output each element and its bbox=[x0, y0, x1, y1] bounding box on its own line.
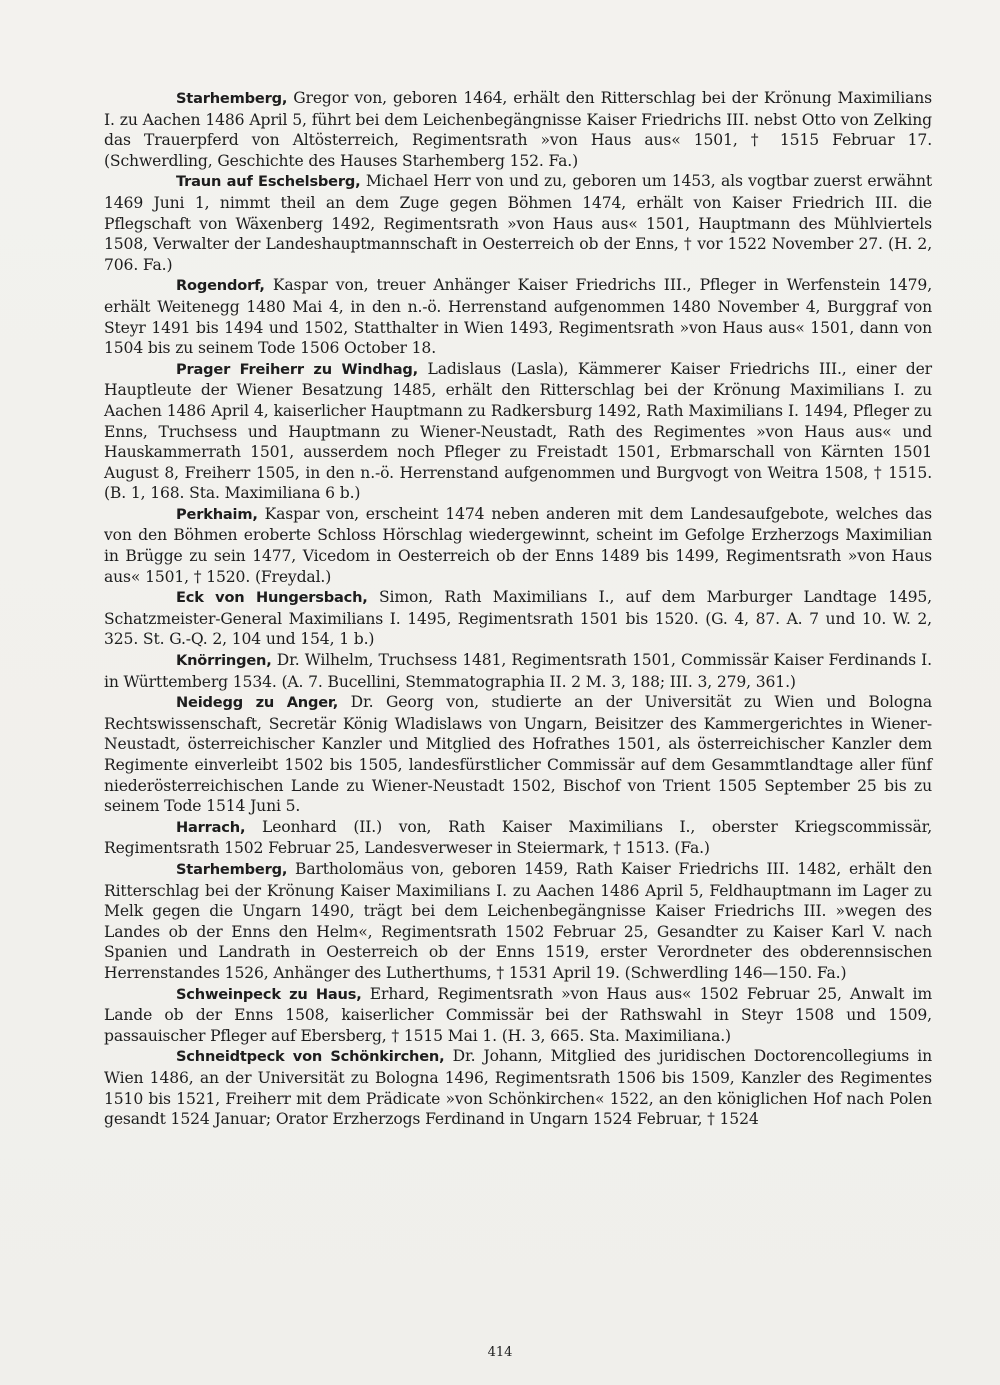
entry-starhemberg-bartholomaeus bbox=[104, 859, 932, 984]
entry-neidegg bbox=[104, 692, 932, 817]
entry-name: Schneidtpeck von Schönkirchen, bbox=[176, 1048, 445, 1066]
entry-name: Perkhaim, bbox=[176, 505, 258, 523]
entry-name: Starhemberg, bbox=[176, 90, 288, 107]
entry-text: Bartholomäus von, geboren 1459, Rath Kaiser Friedrichs III. 1482, erhält den Ritterschlag bei der Krönung Kaiser Maximilians I. zu Aachen 1486 April 5, Feldhauptmann im Lager zu Melk gegen die Ungarn 1490, trägt bei dem Leichenbegängnisse Kaiser Friedrichs III. »wegen des Landes ob der Enns den Helm«, Regimentsrath 1502 Februar 25, Gesandter zu Kaiser Karl V. nach Spanien und Landrath in Oesterreich ob der Enns 1519, erster Verordneter des obderennsischen Herrenstandes 1526, Anhänger des Lutherthums, † 1531 April 19. (Schwerdling 146—150. Fa.) bbox=[104, 859, 932, 982]
entry-rogendorf bbox=[104, 275, 932, 358]
entry-text: Dr. Johann, Mitglied des juridischen Doctorencollegiums in Wien 1486, an der Universität zu Bologna 1496, Regimentsrath 1506 bis 1509, Kanzler des Regimentes 1510 bis 1521, Freiherr mit dem Prädicate »von Schönkirchen« 1522, an den königlichen Hof nach Polen gesandt 1524 Januar; Orator Erzherzogs Ferdinand in Ungarn 1524 Februar, † 1524 bbox=[104, 1047, 933, 1129]
entry-knoerringen bbox=[104, 650, 932, 692]
entry-name: Rogendorf, bbox=[176, 277, 265, 295]
entry-text: Dr. Wilhelm, Truchsess 1481, Regimentsrath 1501, Commissär Kaiser Ferdinands I. in Württemberg 1534. (A. 7. Bucellini, Stemmatographia II. 2 M. 3, 188; III. 3, 279, 361.) bbox=[104, 651, 932, 691]
entry-starhemberg-gregor bbox=[104, 88, 932, 171]
entry-prager bbox=[104, 359, 932, 504]
entry-text: Leonhard (II.) von, Rath Kaiser Maximilians I., oberster Kriegscommissär, Regimentsrath 1502 Februar 25, Landesverweser in Steiermark, † 1513. (Fa.) bbox=[104, 817, 932, 858]
entry-schneidtpeck bbox=[104, 1046, 932, 1129]
entry-name: Schweinpeck zu Haus, bbox=[176, 985, 362, 1003]
entry-name: Eck von Hungersbach, bbox=[176, 589, 368, 607]
entry-text: Erhard, Regimentsrath »von Haus aus« 1502 Februar 25, Anwalt im Lande ob der Enns 1508, kaiserlicher Commissär bei der Rathswahl in Steyr 1508 und 1509, passauischer Pfleger auf Ebersberg, † 1515 Mai 1. (H. 3, 665. Sta. Maximiliana.) bbox=[104, 984, 933, 1045]
entry-name: Neidegg zu Anger, bbox=[176, 694, 339, 712]
entry-schweinpeck bbox=[104, 984, 932, 1047]
entry-text: Ladislaus (Lasla), Kämmerer Kaiser Friedrichs III., einer der Hauptleute der Wiener Besatzung 1485, erhält den Ritterschlag bei der Krönung Maximilians I. zu Aachen 1486 April 4, kaiserlicher Hauptmann zu Radkersburg 1492, Rath Maximilians I. 1494, Pfleger zu Enns, Truchsess und Hauptmann zu Wiener-Neustadt, Rath des Regimentes »von Haus aus« und Hauskammerrath 1501, ausserdem noch Pfleger zu Freistadt 1501, Erbmarschall von Kärnten 1501 August 8, Freiherr 1505, in den n.-ö. Herrenstand aufgenommen und Burgvogt von Weitra 1508, † 1515. (B. 1, 168. Sta. Maximiliana 6 b.) bbox=[104, 359, 932, 503]
entry-perkhaim bbox=[104, 504, 932, 587]
entry-name: Prager Freiherr zu Windhag, bbox=[176, 360, 419, 378]
entry-name: Traun auf Eschelsberg, bbox=[176, 173, 361, 191]
entry-text: Simon, Rath Maximilians I., auf dem Marburger Landtage 1495, Schatzmeister-General Maximilians I. 1495, Regimentsrath 1501 bis 1520. (G. 4, 87. A. 7 und 10. W. 2, 325. St. G.-Q. 2, 104 und 154, 1 b.) bbox=[104, 588, 932, 649]
page-number: 414 bbox=[487, 1345, 513, 1360]
entry-harrach bbox=[104, 817, 932, 859]
entry-name: Harrach, bbox=[176, 818, 246, 836]
entry-name: Starhemberg, bbox=[176, 860, 288, 878]
entry-name: Knörringen, bbox=[176, 652, 272, 670]
entry-eck bbox=[104, 587, 932, 650]
entry-traun bbox=[104, 171, 932, 275]
entry-text: Kaspar von, treuer Anhänger Kaiser Friedrichs III., Pfleger in Werfenstein 1479, erhält Weitenegg 1480 Mai 4, in den n.-ö. Herrenstand aufgenommen 1480 November 4, Burggraf von Steyr 1491 bis 1494 und 1502, Statthalter in Wien 1493, Regimentsrath »von Haus aus« 1501, dann von 1504 bis zu seinem Tode 1506 October 18. bbox=[104, 276, 932, 358]
entry-text: Michael Herr von und zu, geboren um 1453, als vogtbar zuerst erwähnt 1469 Juni 1, nimmt theil an dem Zuge gegen Böhmen 1474, erhält von Kaiser Friedrich III. die Pflegschaft von Wäxenberg 1492, Regimentsrath »von Haus aus« 1501, Hauptmann des Mühlviertels 1508, Verwalter der Landeshauptmannschaft in Oesterreich ob der Enns, † vor 1522 November 27. (H. 2, 706. Fa.) bbox=[104, 172, 932, 274]
body-text bbox=[104, 88, 932, 1130]
entry-text: Kaspar von, erscheint 1474 neben anderen mit dem Landesaufgebote, welches das von den Böhmen eroberte Schloss Hörschlag wiedergewinnt, scheint im Gefolge Erzherzogs Maximilian in Brügge zu sein 1477, Vicedom in Oesterreich ob der Enns 1489 bis 1499, Regimentsrath »von Haus aus« 1501, † 1520. (Freydal.) bbox=[104, 504, 932, 586]
entry-text: Dr. Georg von, studierte an der Universität zu Wien und Bologna Rechtswissenschaft, Secretär König Wladislaws von Ungarn, Beisitzer des Kammergerichtes in Wiener-Neustadt, österreichischer Kanzler und Mitglied des Hofrathes 1501, als österreichischer Kanzler dem Regimente einverleibt 1502 bis 1505, landesfürstlicher Commissär auf dem Gesammtlandtage aller fünf niederösterreichischen Lande zu Wiener-Neustadt 1502, Bischof von Trient 1505 September 25 bis zu seinem Tode 1514 Juni 5. bbox=[104, 693, 932, 816]
entry-text: Gregor von, geboren 1464, erhält den Ritterschlag bei der Krönung Maximilians I. zu Aachen 1486 April 5, führt bei dem Leichenbegängnisse Kaiser Friedrichs III. nebst Otto von Zelking das Trauerpferd von Altösterreich, Regimentsrath »von Haus aus« 1501, † 1515 Februar 17. (Schwerdling, Geschichte des Hauses Starhemberg 152. Fa.) bbox=[104, 89, 932, 170]
